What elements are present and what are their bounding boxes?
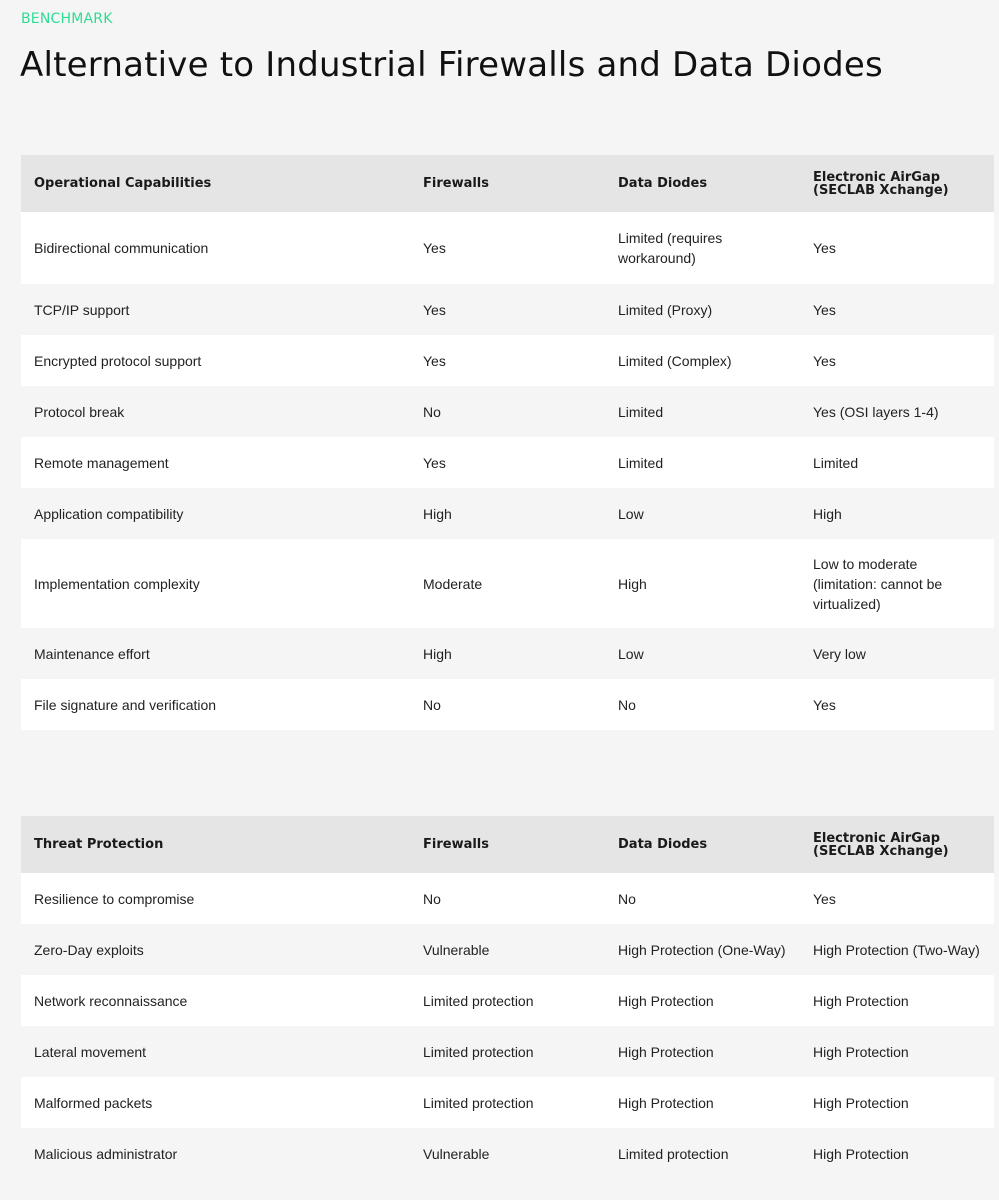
electronic-airgap-cell: Yes <box>813 240 836 256</box>
table-row <box>21 1077 994 1128</box>
electronic-airgap-cell: High <box>813 505 842 522</box>
threat-protection-table <box>21 816 994 1179</box>
data-diodes-cell: Limited <box>618 403 664 420</box>
data-diodes-cell: No <box>618 696 636 713</box>
electronic-airgap-cell: High Protection <box>813 1094 909 1111</box>
data-diodes-cell: Low <box>618 645 644 662</box>
column-header-threat: Threat Protection <box>34 837 164 852</box>
row-label: Network reconnaissance <box>34 992 188 1009</box>
electronic-airgap-cell: Yes <box>813 696 836 713</box>
data-diodes-cell: High Protection <box>618 1043 714 1060</box>
row-label: TCP/IP support <box>34 301 130 318</box>
firewalls-cell: No <box>423 890 441 907</box>
data-diodes-cell: Limited <box>618 454 664 471</box>
firewalls-cell: Moderate <box>423 575 483 592</box>
column-header-firewalls: Firewalls <box>423 837 489 852</box>
table-row <box>21 539 994 628</box>
column-header-electronic-airgap: Electronic AirGap (SECLAB Xchange) <box>813 830 949 859</box>
electronic-airgap-cell: High Protection (Two-Way) <box>813 941 980 958</box>
table-row <box>21 679 994 730</box>
row-label: Remote management <box>34 454 169 471</box>
electronic-airgap-cell: Yes <box>813 352 836 369</box>
column-header-firewalls: Firewalls <box>423 176 489 191</box>
table-row <box>21 386 994 437</box>
row-label: Maintenance effort <box>34 645 150 662</box>
data-diodes-cell: High Protection (One-Way) <box>618 941 786 958</box>
firewalls-cell: Yes <box>423 301 446 318</box>
table-row <box>21 628 994 679</box>
firewalls-cell: Limited protection <box>423 1094 534 1111</box>
firewalls-cell: Limited protection <box>423 992 534 1009</box>
firewalls-cell: Limited protection <box>423 1043 534 1060</box>
row-label: File signature and verification <box>34 696 217 713</box>
firewalls-cell: High <box>423 505 452 522</box>
data-diodes-cell: Limited (Complex) <box>618 352 732 369</box>
row-label: Resilience to compromise <box>34 890 195 907</box>
electronic-airgap-cell: Yes <box>813 301 836 318</box>
firewalls-cell: Vulnerable <box>423 941 490 958</box>
electronic-airgap-cell: Limited <box>813 454 859 471</box>
table-row <box>21 437 994 488</box>
table-header-row <box>21 816 994 873</box>
table-row <box>21 1026 994 1077</box>
electronic-airgap-cell: High Protection <box>813 1145 909 1162</box>
electronic-airgap-cell: Yes (OSI layers 1-4) <box>813 403 939 420</box>
table-row <box>21 873 994 924</box>
column-header-electronic-airgap: Electronic AirGap (SECLAB Xchange) <box>813 169 949 198</box>
firewalls-cell: Yes <box>423 454 446 471</box>
data-diodes-cell: Limited (Proxy) <box>618 301 713 318</box>
page-title: Alternative to Industrial Firewalls and Data Diodes <box>20 45 883 85</box>
data-diodes-cell: Limited protection <box>618 1145 729 1162</box>
table-row <box>21 1128 994 1179</box>
operational-capabilities-table <box>21 155 994 730</box>
firewalls-cell: No <box>423 403 441 420</box>
row-label: Zero-Day exploits <box>34 941 144 958</box>
table-header-row <box>21 155 994 212</box>
table-row <box>21 212 994 284</box>
row-label: Lateral movement <box>34 1043 147 1060</box>
column-header-data-diodes: Data Diodes <box>618 837 708 852</box>
data-diodes-cell: No <box>618 890 636 907</box>
electronic-airgap-cell: Low to moderate (limitation: cannot be virtualized) <box>813 555 943 612</box>
column-header-data-diodes: Data Diodes <box>618 176 708 191</box>
column-header-capability: Operational Capabilities <box>34 176 212 191</box>
firewalls-cell: No <box>423 696 441 713</box>
electronic-airgap-cell: High Protection <box>813 1043 909 1060</box>
table-row <box>21 335 994 386</box>
row-label: Protocol break <box>34 403 125 420</box>
electronic-airgap-cell: Very low <box>813 645 866 662</box>
table-row <box>21 488 994 539</box>
row-label: Malicious administrator <box>34 1145 178 1162</box>
row-label: Implementation complexity <box>34 575 200 592</box>
data-diodes-cell: High Protection <box>618 992 714 1009</box>
data-diodes-cell: High <box>618 575 647 592</box>
row-label: Application compatibility <box>34 505 184 522</box>
firewalls-cell: Yes <box>423 352 446 369</box>
data-diodes-cell: Limited (requires workaround) <box>618 230 723 266</box>
row-label: Malformed packets <box>34 1094 153 1111</box>
data-diodes-cell: High Protection <box>618 1094 714 1111</box>
firewalls-cell: Vulnerable <box>423 1145 490 1162</box>
row-label: Bidirectional communication <box>34 240 209 256</box>
row-label: Encrypted protocol support <box>34 352 202 369</box>
data-diodes-cell: Low <box>618 505 644 522</box>
section-eyebrow: BENCHMARK <box>21 11 113 27</box>
table-row <box>21 924 994 975</box>
electronic-airgap-cell: Yes <box>813 890 836 907</box>
firewalls-cell: Yes <box>423 240 446 256</box>
firewalls-cell: High <box>423 645 452 662</box>
table-row <box>21 975 994 1026</box>
table-row <box>21 284 994 335</box>
electronic-airgap-cell: High Protection <box>813 992 909 1009</box>
